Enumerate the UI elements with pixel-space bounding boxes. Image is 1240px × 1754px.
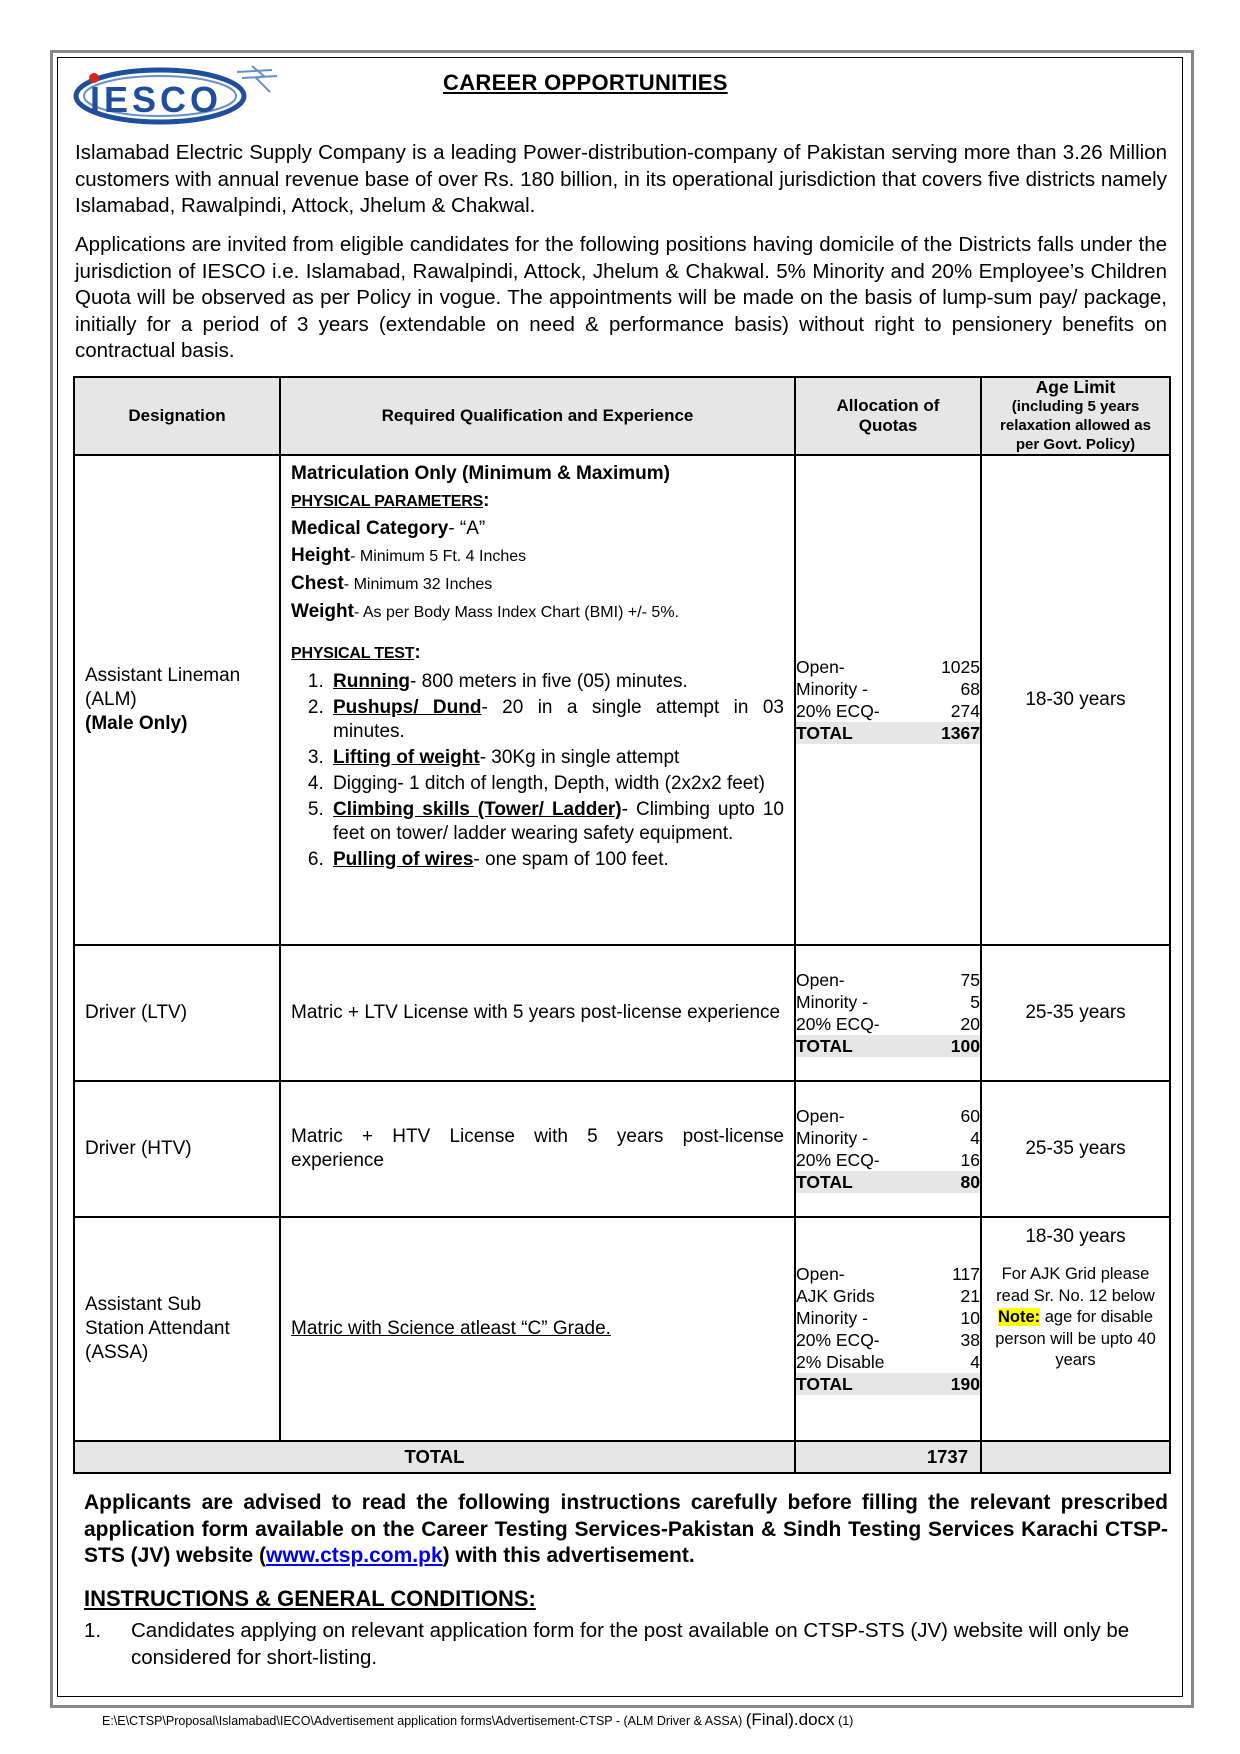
intro-paragraph-2: Applications are invited from eligible candidates for the following positions having domicile of the Districts falls under the jurisdiction of IESCO i.e. Islamabad, Rawalpindi, Attock, Jhelum & Chakwal. 5% Minority and 20% Employee’s Children Quota will be observed as per Policy in vogue. The appointments will be made on the basis of lump-sum pay/ package, initially for a period of 3 years (extendable on need & performance basis) without right to pensionery benefits on contractual basis. — [75, 233, 1167, 362]
assa-designation-line-1: Assistant Sub — [85, 1294, 202, 1315]
htv-age-limit: 25-35 years — [981, 1081, 1170, 1217]
quota-row: 2% Disable 4 — [796, 1352, 980, 1372]
medical-category-value: - “A” — [448, 518, 486, 539]
table-row-htv — [74, 1081, 1170, 1217]
header-age-note: (including 5 years relaxation allowed as per Govt. Policy) — [1000, 398, 1151, 453]
table-row-ltv — [74, 945, 1170, 1081]
height-value: - Minimum 5 Ft. 4 Inches — [350, 548, 527, 565]
header-qualification: Required Qualification and Experience — [280, 377, 795, 455]
quota-row: Minority - 5 — [796, 992, 980, 1012]
htv-qualification: Matric + HTV License with 5 years post-license experience — [280, 1081, 795, 1217]
assa-designation — [74, 1217, 280, 1441]
quota-total-row: TOTAL 190 — [796, 1374, 980, 1394]
applicant-advice — [84, 1490, 1168, 1570]
assa-designation-line-2: Station Attendant — [85, 1318, 230, 1339]
assa-age-limit — [981, 1217, 1170, 1441]
intro-paragraph-1: Islamabad Electric Supply Company is a leading Power-distribution-company of Pakistan serving more than 3.26 Million customers with annual revenue base of over Rs. 180 billion, in its operational jurisdiction that covers five districts namely Islamabad, Rawalpindi, Attock, Jhelum & Chakwal. — [75, 141, 1167, 217]
list-item: 6. Pulling of wires- one spam of 100 feet. — [329, 848, 784, 872]
alm-designation — [74, 455, 280, 945]
instruction-number: 1. — [84, 1619, 102, 1642]
alm-quotas — [795, 455, 981, 945]
quota-total-row: TOTAL 1367 — [796, 723, 980, 743]
assa-qualification — [280, 1217, 795, 1441]
assa-quotas — [795, 1217, 981, 1441]
htv-quotas — [795, 1081, 981, 1217]
alm-qualification: Matriculation Only (Minimum & Maximum) PHYSICAL PARAMETERS: Medical Category- “A” Height- Minimum 5 Ft. 4 Inches Chest- Minimum 32 Inches Weight- As per Body Mass Index Chart (BMI) +/- 5%. PHYSICAL TEST: 1. Running- 800 meters in five (05) minutes. 2. Pushups/ Dund- 20 in a single attempt in 03 minutes. 3. Lifting of weight- 30Kg in single attempt 4. Digging- 1 ditch of length, Depth, width (2x2x2 feet) 5. Climbing skills (Tower/ Ladder)- Climbing upto 10 feet on tower/ ladder wearing safety equipment. 6. Pulling of wires- one spam of 100 feet. — [280, 455, 795, 945]
grand-total-value: 1737 — [795, 1441, 981, 1473]
physical-parameters-heading: PHYSICAL PARAMETERS — [291, 493, 484, 510]
table-header-row — [74, 377, 1170, 455]
table-row-alm — [74, 455, 1170, 945]
ltv-designation: Driver (LTV) — [74, 945, 280, 1081]
header-age-title: Age Limit — [1035, 377, 1116, 397]
document-footer — [102, 1710, 853, 1730]
quota-row: Open- 75 — [796, 970, 980, 990]
medical-category-label: Medical Category — [291, 518, 449, 539]
header-age — [981, 377, 1170, 455]
chest-label: Chest — [291, 573, 344, 594]
height-label: Height — [291, 545, 351, 566]
grand-total-empty — [981, 1441, 1170, 1473]
quota-row: Minority - 4 — [796, 1128, 980, 1148]
header-designation: Designation — [74, 377, 280, 455]
grand-total-row — [74, 1441, 1170, 1473]
assa-age-value: 18-30 years — [1025, 1226, 1126, 1247]
quota-row: Open- 117 — [796, 1264, 980, 1284]
logo-text: IESCO — [90, 79, 223, 120]
alm-age-limit: 18-30 years — [981, 455, 1170, 945]
assa-qualification-text: Matric with Science atleast “C” Grade. — [291, 1318, 611, 1339]
chest-value: - Minimum 32 Inches — [343, 576, 493, 593]
quota-row: 20% ECQ- 38 — [796, 1330, 980, 1350]
list-item: 5. Climbing skills (Tower/ Ladder)- Climbing upto 10 feet on tower/ ladder wearing safety equipment. — [329, 798, 784, 846]
assa-disable-note — [982, 1307, 1169, 1372]
grand-total-label: TOTAL — [74, 1441, 795, 1473]
header-allocation: Allocation of Quotas — [795, 377, 981, 455]
positions-table — [73, 376, 1171, 1474]
alm-designation-line-2: (ALM) — [85, 689, 137, 710]
ltv-qualification: Matric + LTV License with 5 years post-license experience — [280, 945, 795, 1081]
list-item: 1. Running- 800 meters in five (05) minutes. — [329, 670, 784, 694]
list-item: 3. Lifting of weight- 30Kg in single attempt — [329, 746, 784, 770]
htv-designation: Driver (HTV) — [74, 1081, 280, 1217]
instruction-text: Candidates applying on relevant application form for the post available on CTSP-STS (JV) website will only be considered for short-listing. — [131, 1619, 1130, 1669]
quota-row: 20% ECQ- 274 — [796, 701, 980, 721]
advice-text-after: ) with this advertisement. — [442, 1544, 695, 1567]
footer-page: (1) — [838, 1714, 854, 1728]
quota-row: Open- 1025 — [796, 657, 980, 677]
page-title: CAREER OPPORTUNITIES — [443, 70, 728, 95]
ltv-age-limit: 25-35 years — [981, 945, 1170, 1081]
footer-path: E:\E\CTSP\Proposal\Islamabad\IECO\Advertisement application forms\Advertisement-CTSP - (ALM Driver & ASSA) — [102, 1714, 743, 1728]
alm-qual-title: Matriculation Only (Minimum & Maximum) — [291, 463, 670, 484]
physical-test-list — [291, 670, 784, 872]
quota-total-row: TOTAL 80 — [796, 1172, 980, 1192]
weight-value: - As per Body Mass Index Chart (BMI) +/- 5%. — [353, 604, 679, 621]
alm-designation-line-1: Assistant Lineman — [85, 665, 241, 686]
alm-designation-line-3: (Male Only) — [85, 713, 188, 734]
advice-text-before: Applicants are advised to read the following instructions carefully before filling the relevant prescribed application form available on the Career Testing Services-Pakistan & Sindh Testing Services Karachi CTSP-STS (JV) website ( — [84, 1491, 1168, 1567]
quota-row: 20% ECQ- 20 — [796, 1014, 980, 1034]
footer-final: (Final).docx — [745, 1710, 835, 1729]
iesco-logo — [72, 62, 286, 128]
assa-designation-line-3: (ASSA) — [85, 1342, 149, 1363]
quota-row: 20% ECQ- 16 — [796, 1150, 980, 1170]
ctsp-website-link[interactable]: www.ctsp.com.pk — [266, 1544, 443, 1567]
list-item: 4. Digging- 1 ditch of length, Depth, width (2x2x2 feet) — [329, 772, 784, 796]
weight-label: Weight — [291, 601, 354, 622]
quota-row: Open- 60 — [796, 1106, 980, 1126]
quota-total-row: TOTAL 100 — [796, 1036, 980, 1056]
assa-ajk-note: For AJK Grid please read Sr. No. 12 below — [996, 1265, 1155, 1305]
list-item: 2. Pushups/ Dund- 20 in a single attempt in 03 minutes. — [329, 696, 784, 744]
note-label: Note: — [997, 1308, 1041, 1326]
note-text: age for disable person will be upto 40 years — [995, 1308, 1156, 1369]
physical-test-heading: PHYSICAL TEST — [291, 645, 415, 662]
quota-row: AJK Grids 21 — [796, 1286, 980, 1306]
instructions-heading: INSTRUCTIONS & GENERAL CONDITIONS: — [84, 1586, 536, 1611]
quota-row: Minority - 10 — [796, 1308, 980, 1328]
quota-row: Minority - 68 — [796, 679, 980, 699]
table-row-assa — [74, 1217, 1170, 1441]
ltv-quotas — [795, 945, 981, 1081]
